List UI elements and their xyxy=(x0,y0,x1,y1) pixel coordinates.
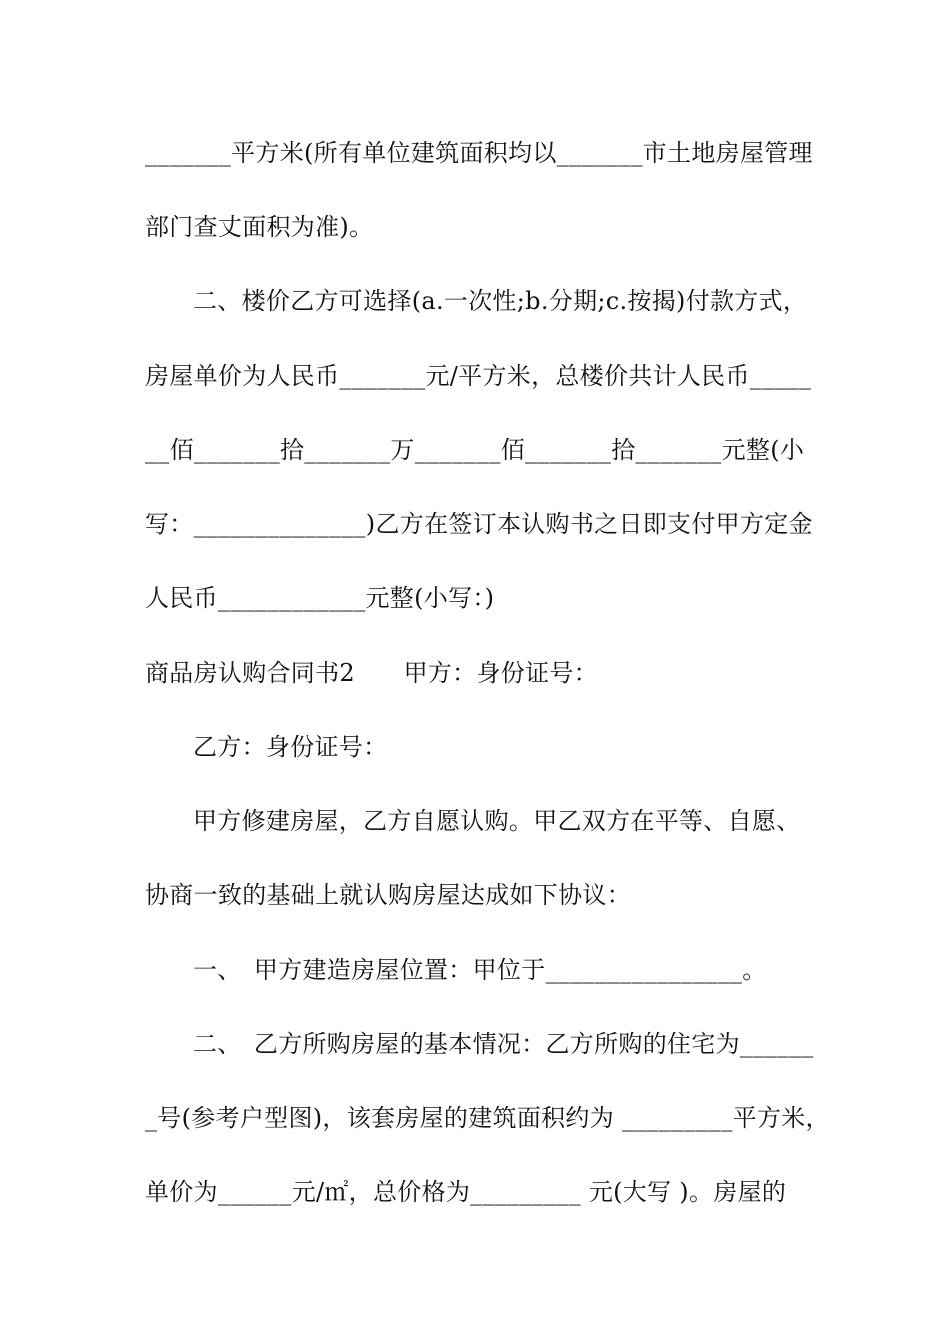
clause-1-location: 一、 甲方建造房屋位置：甲位于________________。 xyxy=(193,956,767,984)
text-line-floor-plan-area: _号(参考户型图)，该套房屋的建筑面积约为 _________平方米， xyxy=(145,1104,830,1132)
preamble-line-2: 协商一致的基础上就认购房屋达成如下协议： xyxy=(145,881,631,909)
clause-2-house-info: 二、 乙方所购房屋的基本情况：乙方所购的住宅为______ xyxy=(193,1030,814,1058)
text-line-deposit-amount: 人民币____________元整(小写：) xyxy=(145,584,495,612)
text-line-deposit: 写：______________)乙方在签订本认购书之日即支付甲方定金 xyxy=(145,510,813,538)
preamble-line-1: 甲方修建房屋，乙方自愿认购。甲乙双方在平等、自愿、 xyxy=(193,807,801,835)
text-line-area: _______平方米(所有单位建筑面积均以_______市土地房屋管理 xyxy=(145,139,813,167)
text-line-amount-words: __佰_______拾_______万_______佰_______拾_______元整(小 xyxy=(145,436,805,464)
text-line-unit-price: 房屋单价为人民币_______元/平方米，总楼价共计人民币_____ xyxy=(145,362,812,390)
text-line-total-price: 单价为______元/㎡，总价格为_________ 元(大写 )。房屋的 xyxy=(145,1178,787,1206)
party-b-id-line: 乙方：身份证号： xyxy=(193,733,388,761)
text-line-area-standard: 部门查丈面积为准)。 xyxy=(145,213,374,241)
contract-title-party-a: 商品房认购合同书2 甲方：身份证号： xyxy=(145,659,598,687)
clause-2-price-heading: 二、楼价乙方可选择(a.一次性;b.分期;c.按揭)付款方式， xyxy=(193,287,808,315)
